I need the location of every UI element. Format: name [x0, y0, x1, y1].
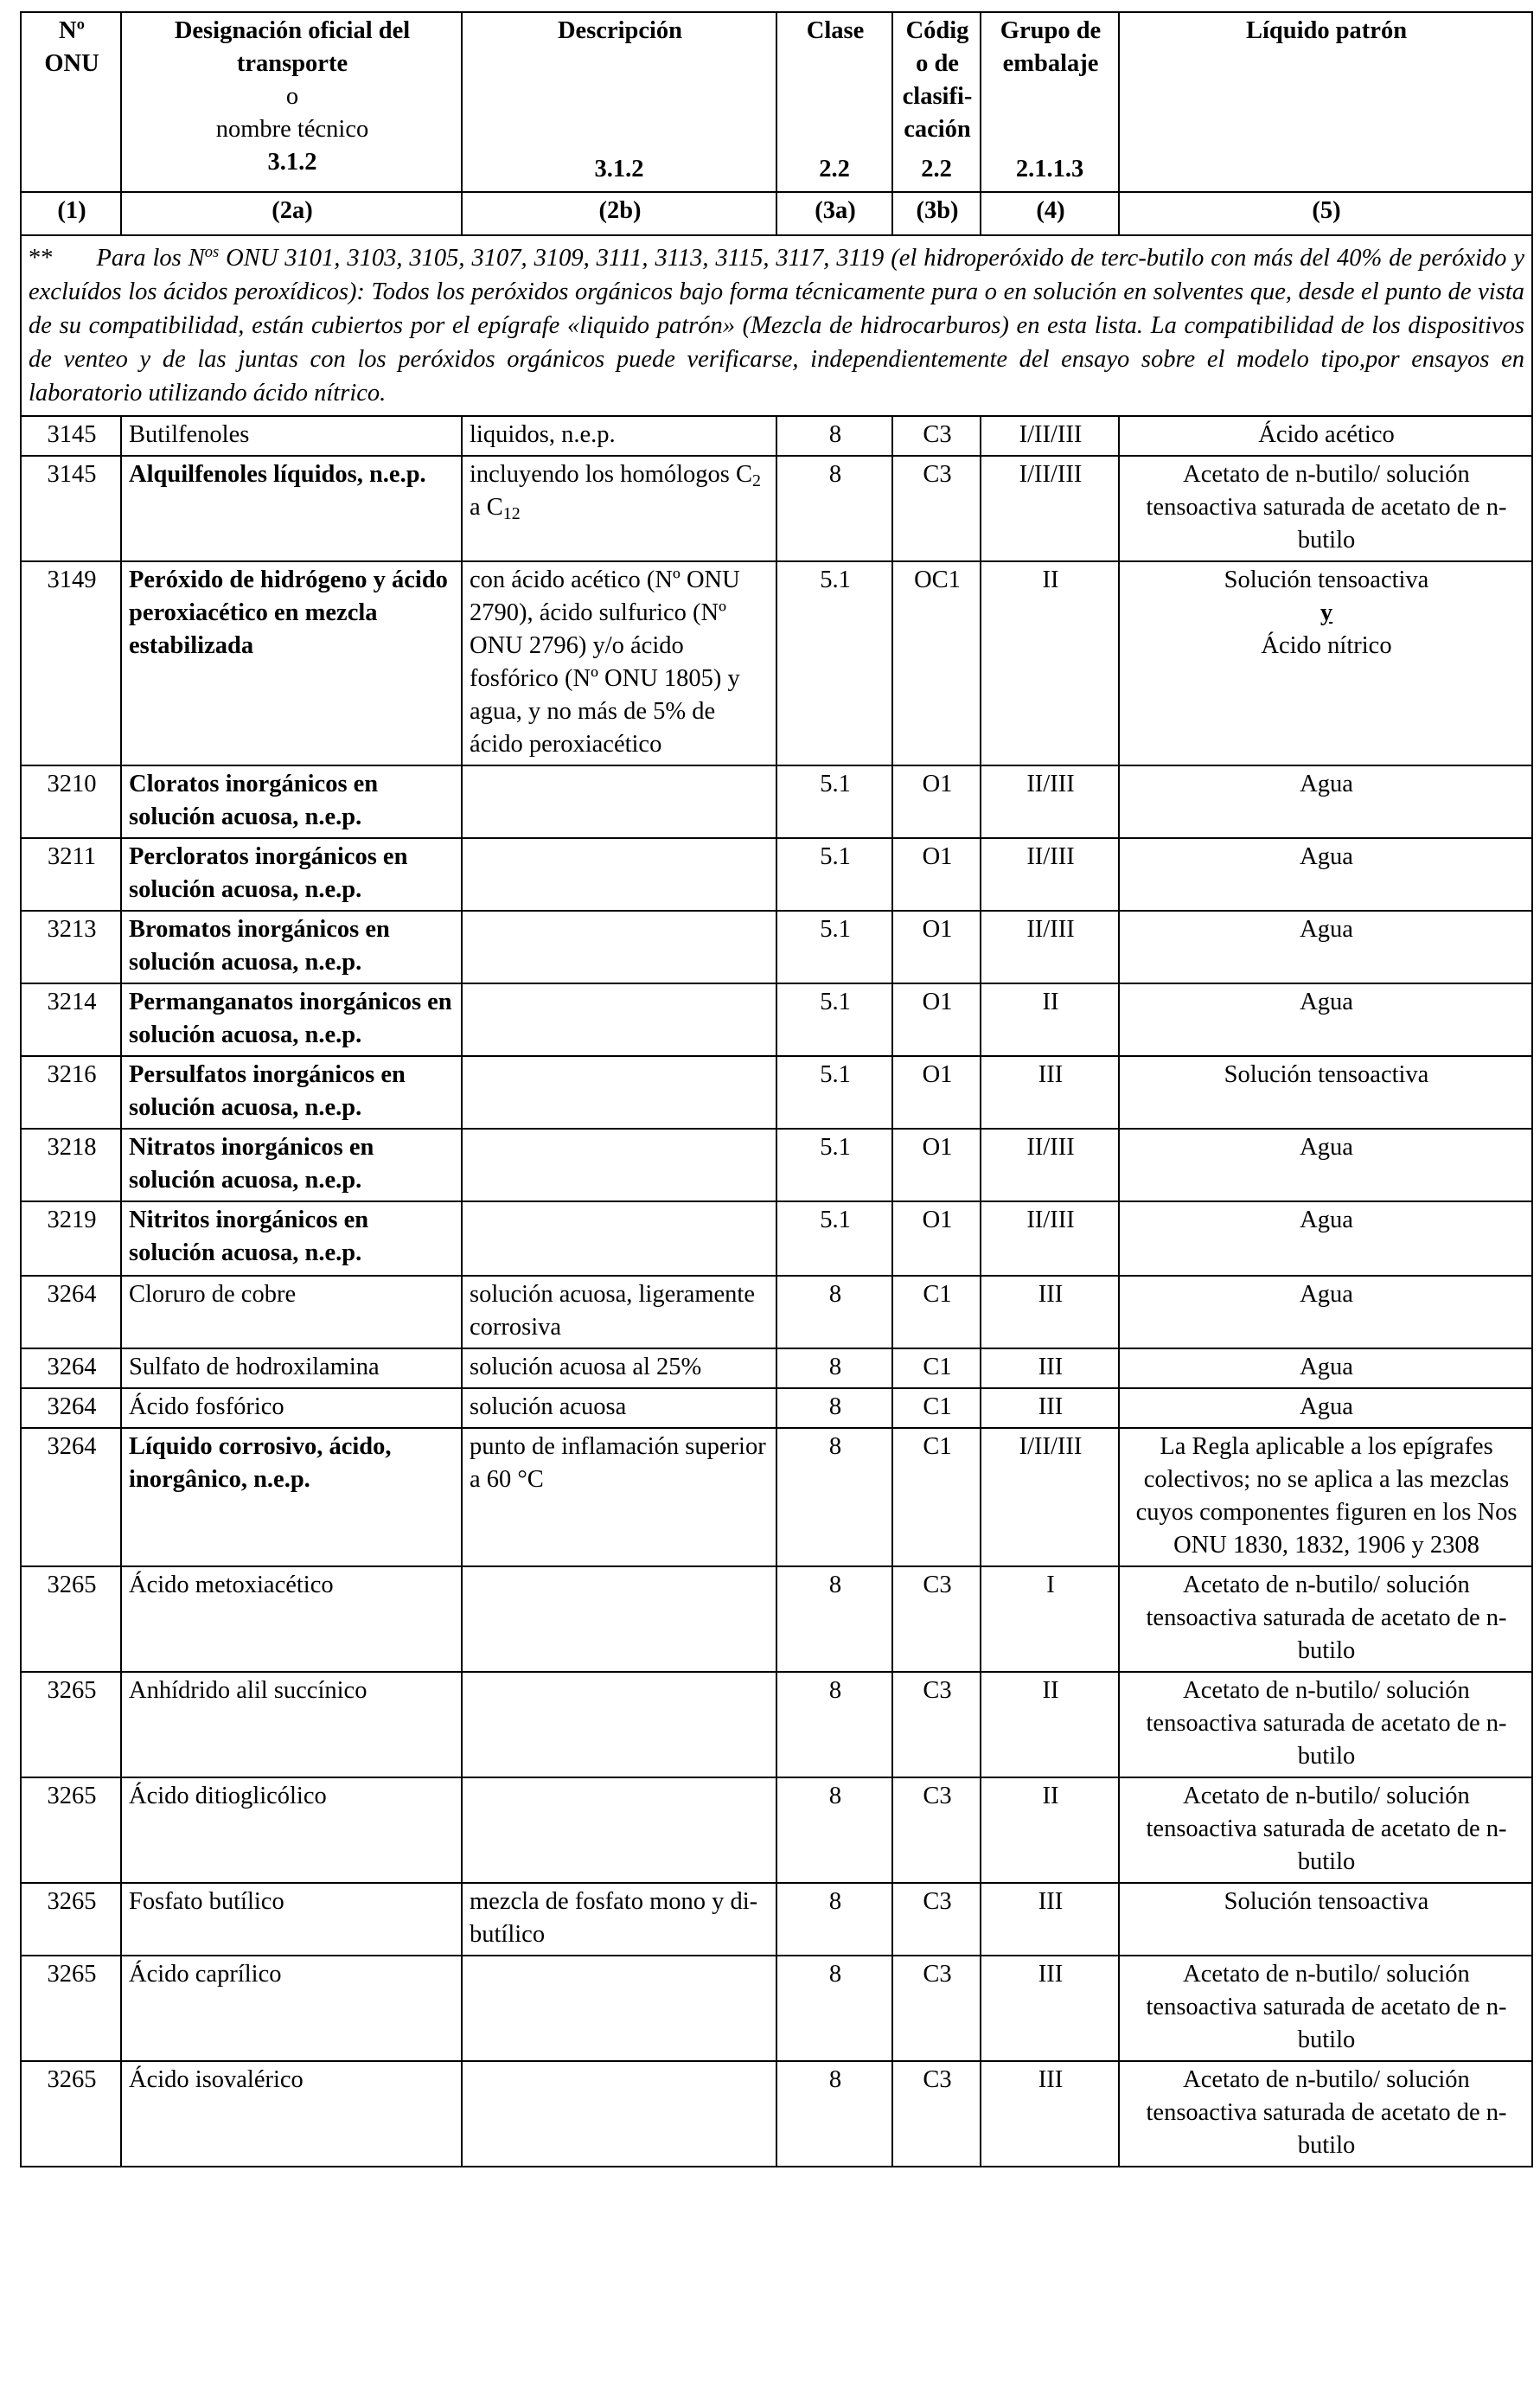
- table-row: [21, 1956, 1532, 2061]
- classification-code-cell: C3: [892, 416, 981, 456]
- note-text: ONU 3101, 3103, 3105, 3107, 3109, 3111, 3113, 3115, 3117, 3119 (el hidroperóxido de terc-butilo con más del 40% de peróxido y excluídos los ácidos peroxídicos): Todos los peróxidos orgánicos bajo forma técnicamente pura o en solución en solventes que, desde el punto de vista de su compatibilidad, están cubiertos por el epígrafe «liquido patrón» (Mezcla de hidrocarburos) en esta lista. La compatibilidad de los dispositivos de venteo y de las juntas con los peróxidos orgánicos puede verificarse, independientemente del ensayo sobre el modelo tipo,por ensayos en laboratorio utilizando ácido nítrico.: [29, 245, 1524, 407]
- packing-group-cell: II: [981, 983, 1119, 1056]
- designation-cell: Anhídrido alil succínico: [121, 1672, 462, 1777]
- header-class-title: Clase: [806, 17, 865, 44]
- designation-cell: Peróxido de hidrógeno y ácido peroxiacético en mezcla estabilizada: [121, 561, 462, 765]
- note-row: [21, 235, 1532, 416]
- note-marker: **: [29, 245, 54, 272]
- description-cell: solución acuosa, ligeramente corrosiva: [462, 1276, 776, 1348]
- packing-group-cell: II/III: [981, 911, 1119, 983]
- designation-cell: Cloratos inorgánicos en solución acuosa, n.e.p.: [121, 765, 462, 838]
- onu-number-cell: 3218: [21, 1129, 121, 1201]
- designation-cell: Cloruro de cobre: [121, 1276, 462, 1348]
- description-cell: [462, 1672, 776, 1777]
- class-cell: 5.1: [776, 765, 892, 838]
- packing-group-cell: I/II/III: [981, 1428, 1119, 1566]
- classification-code-cell: C3: [892, 456, 981, 561]
- onu-number-cell: 3216: [21, 1056, 121, 1129]
- description-cell: con ácido acético (Nº ONU 2790), ácido sulfurico (Nº ONU 2796) y/o ácido fosfórico (Nº ONU 1805) y agua, y no más de 5% de ácido peroxiacético: [462, 561, 776, 765]
- class-cell: 5.1: [776, 1201, 892, 1276]
- header-onu: [21, 12, 121, 192]
- column-number: (3a): [776, 192, 892, 235]
- description-text: a C: [470, 494, 503, 521]
- description-cell: [462, 1056, 776, 1129]
- header-code-title: Código de clasifi-cación: [902, 17, 973, 143]
- classification-code-cell: O1: [892, 911, 981, 983]
- designation-cell: Ácido ditioglicólico: [121, 1777, 462, 1883]
- class-cell: 8: [776, 1883, 892, 1956]
- header-class: [776, 12, 892, 192]
- description-cell: [462, 1956, 776, 2061]
- class-cell: 8: [776, 1348, 892, 1388]
- description-cell: [462, 1566, 776, 1672]
- class-cell: 8: [776, 1428, 892, 1566]
- note-text-start: Para los N: [96, 245, 205, 272]
- description-text: incluyendo los homólogos C: [470, 461, 752, 488]
- onu-number-cell: 3265: [21, 1956, 121, 2061]
- header-onu-line1: Nº: [59, 17, 85, 44]
- packing-group-cell: III: [981, 1388, 1119, 1428]
- description-cell: mezcla de fosfato mono y di-butílico: [462, 1883, 776, 1956]
- packing-group-cell: III: [981, 1276, 1119, 1348]
- packing-group-cell: III: [981, 1883, 1119, 1956]
- reference-liquid-cell: Agua: [1119, 1388, 1532, 1428]
- onu-number-cell: 3264: [21, 1428, 121, 1566]
- reference-liquid-cell: Agua: [1119, 765, 1532, 838]
- designation-cell: Percloratos inorgánicos en solución acuosa, n.e.p.: [121, 838, 462, 911]
- table-row: [21, 1428, 1532, 1566]
- table-row: [21, 911, 1532, 983]
- header-packing-group-ref: 2.1.1.3: [1015, 156, 1084, 182]
- class-cell: 5.1: [776, 911, 892, 983]
- description-cell: [462, 983, 776, 1056]
- onu-number-cell: 3211: [21, 838, 121, 911]
- classification-code-cell: O1: [892, 838, 981, 911]
- table-row: [21, 838, 1532, 911]
- column-number: (2a): [121, 192, 462, 235]
- reference-liquid-conjunction: y: [1320, 599, 1333, 626]
- designation-cell: Bromatos inorgánicos en solución acuosa, n.e.p.: [121, 911, 462, 983]
- designation-cell: Fosfato butílico: [121, 1883, 462, 1956]
- onu-number-cell: 3264: [21, 1276, 121, 1348]
- table-row: [21, 1566, 1532, 1672]
- description-cell: [462, 765, 776, 838]
- column-number: (4): [981, 192, 1119, 235]
- description-cell: [462, 838, 776, 911]
- reference-liquid-cell: Agua: [1119, 1348, 1532, 1388]
- header-description-ref: 3.1.2: [594, 156, 644, 182]
- classification-code-cell: C3: [892, 1566, 981, 1672]
- peroxide-note: [21, 235, 1532, 416]
- class-cell: 5.1: [776, 561, 892, 765]
- packing-group-cell: II: [981, 561, 1119, 765]
- onu-number-cell: 3265: [21, 1777, 121, 1883]
- onu-number-cell: 3145: [21, 456, 121, 561]
- classification-code-cell: C3: [892, 1777, 981, 1883]
- classification-code-cell: C1: [892, 1348, 981, 1388]
- reference-liquid-cell: Agua: [1119, 1276, 1532, 1348]
- reference-liquid-cell: Agua: [1119, 983, 1532, 1056]
- table-row: [21, 1777, 1532, 1883]
- packing-group-cell: II/III: [981, 1201, 1119, 1276]
- column-number: (5): [1119, 192, 1532, 235]
- class-cell: 8: [776, 1672, 892, 1777]
- header-reference-liquid: [1119, 12, 1532, 192]
- onu-number-cell: 3210: [21, 765, 121, 838]
- packing-group-cell: II/III: [981, 765, 1119, 838]
- classification-code-cell: O1: [892, 983, 981, 1056]
- classification-code-cell: O1: [892, 1056, 981, 1129]
- packing-group-cell: III: [981, 2061, 1119, 2167]
- reference-liquid-cell: Agua: [1119, 1201, 1532, 1276]
- header-designation-ref: 3.1.2: [267, 149, 317, 176]
- onu-number-cell: 3214: [21, 983, 121, 1056]
- reference-liquid-cell: Ácido acético: [1119, 416, 1532, 456]
- onu-number-cell: 3145: [21, 416, 121, 456]
- reference-liquid-text: Solución tensoactiva: [1224, 567, 1429, 593]
- designation-cell: Persulfatos inorgánicos en solución acuosa, n.e.p.: [121, 1056, 462, 1129]
- column-number: (2b): [462, 192, 776, 235]
- designation-cell: Permanganatos inorgánicos en solución acuosa, n.e.p.: [121, 983, 462, 1056]
- description-subscript: 2: [751, 471, 761, 490]
- table-row: [21, 456, 1532, 561]
- designation-cell: Sulfato de hodroxilamina: [121, 1348, 462, 1388]
- reference-liquid-cell: Agua: [1119, 1129, 1532, 1201]
- classification-code-cell: C3: [892, 1883, 981, 1956]
- packing-group-cell: II: [981, 1777, 1119, 1883]
- table-row: [21, 561, 1532, 765]
- classification-code-cell: C1: [892, 1428, 981, 1566]
- table-row: [21, 1348, 1532, 1388]
- packing-group-cell: I/II/III: [981, 416, 1119, 456]
- onu-number-cell: 3265: [21, 1883, 121, 1956]
- onu-number-cell: 3213: [21, 911, 121, 983]
- header-packing-group: [981, 12, 1119, 192]
- designation-cell: Líquido corrosivo, ácido, inorgânico, n.e.p.: [121, 1428, 462, 1566]
- table-row: [21, 1056, 1532, 1129]
- reference-liquid-cell: Acetato de n-butilo/ solución tensoactiva saturada de acetato de n-butilo: [1119, 1672, 1532, 1777]
- description-cell: solución acuosa: [462, 1388, 776, 1428]
- reference-liquid-cell: Acetato de n-butilo/ solución tensoactiva saturada de acetato de n-butilo: [1119, 1566, 1532, 1672]
- onu-table: [20, 11, 1533, 2167]
- header-code-ref: 2.2: [921, 156, 952, 182]
- reference-liquid-cell: Acetato de n-butilo/ solución tensoactiva saturada de acetato de n-butilo: [1119, 1777, 1532, 1883]
- reference-liquid-cell: Solución tensoactiva: [1119, 1056, 1532, 1129]
- class-cell: 8: [776, 2061, 892, 2167]
- designation-cell: Alquilfenoles líquidos, n.e.p.: [121, 456, 462, 561]
- classification-code-cell: C1: [892, 1276, 981, 1348]
- table-row: [21, 765, 1532, 838]
- table-row: [21, 416, 1532, 456]
- class-cell: 8: [776, 1777, 892, 1883]
- header-designation: [121, 12, 462, 192]
- header-onu-line2: ONU: [44, 50, 99, 77]
- reference-liquid-text: Ácido nítrico: [1261, 632, 1392, 659]
- onu-number-cell: 3265: [21, 2061, 121, 2167]
- classification-code-cell: C3: [892, 2061, 981, 2167]
- packing-group-cell: II: [981, 1672, 1119, 1777]
- designation-cell: Nitratos inorgánicos en solución acuosa, n.e.p.: [121, 1129, 462, 1201]
- table-row: [21, 1201, 1532, 1276]
- description-cell: solución acuosa al 25%: [462, 1348, 776, 1388]
- packing-group-cell: I: [981, 1566, 1119, 1672]
- table-row: [21, 1672, 1532, 1777]
- header-packing-group-title: Grupo de embalaje: [1000, 17, 1102, 77]
- packing-group-cell: III: [981, 1056, 1119, 1129]
- class-cell: 8: [776, 1276, 892, 1348]
- onu-number-cell: 3265: [21, 1672, 121, 1777]
- header-designation-title: Designación oficial del transporte: [174, 17, 411, 77]
- packing-group-cell: III: [981, 1956, 1119, 2061]
- header-description-title: Descripción: [557, 17, 683, 44]
- classification-code-cell: O1: [892, 765, 981, 838]
- class-cell: 5.1: [776, 1129, 892, 1201]
- onu-number-cell: 3149: [21, 561, 121, 765]
- reference-liquid-cell: Agua: [1119, 911, 1532, 983]
- reference-liquid-cell: Acetato de n-butilo/ solución tensoactiva saturada de acetato de n-butilo: [1119, 1956, 1532, 2061]
- class-cell: 8: [776, 416, 892, 456]
- description-cell: [462, 911, 776, 983]
- header-row: [21, 12, 1532, 192]
- onu-number-cell: 3219: [21, 1201, 121, 1276]
- table-row: [21, 1129, 1532, 1201]
- column-number-row: [21, 192, 1532, 235]
- classification-code-cell: O1: [892, 1201, 981, 1276]
- class-cell: 8: [776, 1566, 892, 1672]
- onu-number-cell: 3264: [21, 1348, 121, 1388]
- class-cell: 5.1: [776, 838, 892, 911]
- table-row: [21, 2061, 1532, 2167]
- designation-cell: Ácido fosfórico: [121, 1388, 462, 1428]
- header-designation-technical: nombre técnico: [215, 116, 369, 143]
- header-reference-liquid-title: Líquido patrón: [1245, 17, 1408, 44]
- reference-liquid-cell: Agua: [1119, 838, 1532, 911]
- class-cell: 5.1: [776, 983, 892, 1056]
- header-designation-o: o: [285, 83, 299, 110]
- description-cell: [462, 1129, 776, 1201]
- designation-cell: Nitritos inorgánicos en solución acuosa, n.e.p.: [121, 1201, 462, 1276]
- onu-number-cell: 3264: [21, 1388, 121, 1428]
- designation-cell: Ácido metoxiacético: [121, 1566, 462, 1672]
- reference-liquid-cell: Acetato de n-butilo/ solución tensoactiva saturada de acetato de n-butilo: [1119, 456, 1532, 561]
- classification-code-cell: C1: [892, 1388, 981, 1428]
- designation-cell: Ácido caprílico: [121, 1956, 462, 2061]
- header-description: [462, 12, 776, 192]
- description-cell: liquidos, n.e.p.: [462, 416, 776, 456]
- column-number: (3b): [892, 192, 981, 235]
- reference-liquid-cell: [1119, 561, 1532, 765]
- class-cell: 5.1: [776, 1056, 892, 1129]
- packing-group-cell: I/II/III: [981, 456, 1119, 561]
- reference-liquid-cell: Acetato de n-butilo/ solución tensoactiva saturada de acetato de n-butilo: [1119, 2061, 1532, 2167]
- packing-group-cell: III: [981, 1348, 1119, 1388]
- description-cell: [462, 456, 776, 561]
- class-cell: 8: [776, 456, 892, 561]
- description-cell: [462, 2061, 776, 2167]
- designation-cell: Butilfenoles: [121, 416, 462, 456]
- reference-liquid-cell: La Regla aplicable a los epígrafes colectivos; no se aplica a las mezclas cuyos componentes figuren en los Nos ONU 1830, 1832, 1906 y 2308: [1119, 1428, 1532, 1566]
- description-cell: [462, 1201, 776, 1276]
- classification-code-cell: OC1: [892, 561, 981, 765]
- reference-liquid-cell: Solución tensoactiva: [1119, 1883, 1532, 1956]
- column-number: (1): [21, 192, 121, 235]
- description-subscript: 12: [502, 504, 521, 523]
- classification-code-cell: O1: [892, 1129, 981, 1201]
- classification-code-cell: C3: [892, 1672, 981, 1777]
- packing-group-cell: II/III: [981, 1129, 1119, 1201]
- table-row: [21, 983, 1532, 1056]
- header-class-ref: 2.2: [819, 156, 850, 182]
- table-row: [21, 1388, 1532, 1428]
- table-row: [21, 1883, 1532, 1956]
- packing-group-cell: II/III: [981, 838, 1119, 911]
- description-cell: punto de inflamación superior a 60 °C: [462, 1428, 776, 1566]
- designation-cell: Ácido isovalérico: [121, 2061, 462, 2167]
- header-code: [892, 12, 981, 192]
- classification-code-cell: C3: [892, 1956, 981, 2061]
- onu-number-cell: 3265: [21, 1566, 121, 1672]
- note-superscript: os: [204, 243, 220, 261]
- table-row: [21, 1276, 1532, 1348]
- class-cell: 8: [776, 1956, 892, 2061]
- description-cell: [462, 1777, 776, 1883]
- class-cell: 8: [776, 1388, 892, 1428]
